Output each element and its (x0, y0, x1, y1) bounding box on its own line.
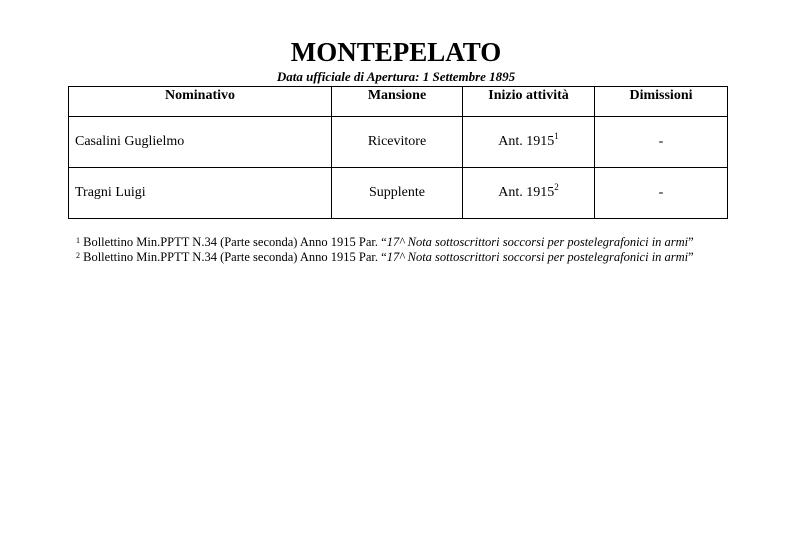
start-value: Ant. 1915 (498, 134, 555, 149)
staff-table (68, 86, 728, 219)
footnote-2 (76, 250, 726, 265)
footnote-close: ” (688, 250, 694, 264)
footnote-italic: 17^ Nota sottoscrittori soccorsi per postelegrafonici in armi (386, 235, 689, 249)
footnote-close: ” (688, 235, 694, 249)
cell-start (463, 168, 595, 219)
footnote-ref: 2 (554, 182, 559, 192)
table-row (69, 168, 728, 219)
cell-name: Tragni Luigi (69, 168, 332, 219)
column-header-mansione: Mansione (332, 87, 463, 117)
table-row (69, 117, 728, 168)
cell-start (463, 117, 595, 168)
footnote-text: Bollettino Min.PPTT N.34 (Parte seconda) Anno 1915 Par. “ (80, 235, 387, 249)
page-title: MONTEPELATO (290, 37, 502, 67)
footnote-ref: 1 (554, 131, 559, 141)
cell-resigned: - (595, 117, 728, 168)
opening-date-subtitle: Data ufficiale di Apertura: 1 Settembre 1895 (276, 69, 516, 84)
footnotes (76, 235, 726, 265)
cell-role: Ricevitore (332, 117, 463, 168)
table-header-row (69, 87, 728, 117)
cell-resigned: - (595, 168, 728, 219)
column-header-nominativo: Nominativo (69, 87, 332, 117)
footnote-1 (76, 235, 726, 250)
footnote-mark: 2 (76, 251, 80, 260)
column-header-dimissioni: Dimissioni (595, 87, 728, 117)
cell-name: Casalini Guglielmo (69, 117, 332, 168)
cell-role: Supplente (332, 168, 463, 219)
start-value: Ant. 1915 (498, 185, 555, 200)
column-header-inizio-attivita: Inizio attività (463, 87, 595, 117)
footnote-text: Bollettino Min.PPTT N.34 (Parte seconda) Anno 1915 Par. “ (80, 250, 387, 264)
footnote-mark: 1 (76, 236, 80, 245)
footnote-italic: 17^ Nota sottoscrittori soccorsi per postelegrafonici in armi (386, 250, 689, 264)
